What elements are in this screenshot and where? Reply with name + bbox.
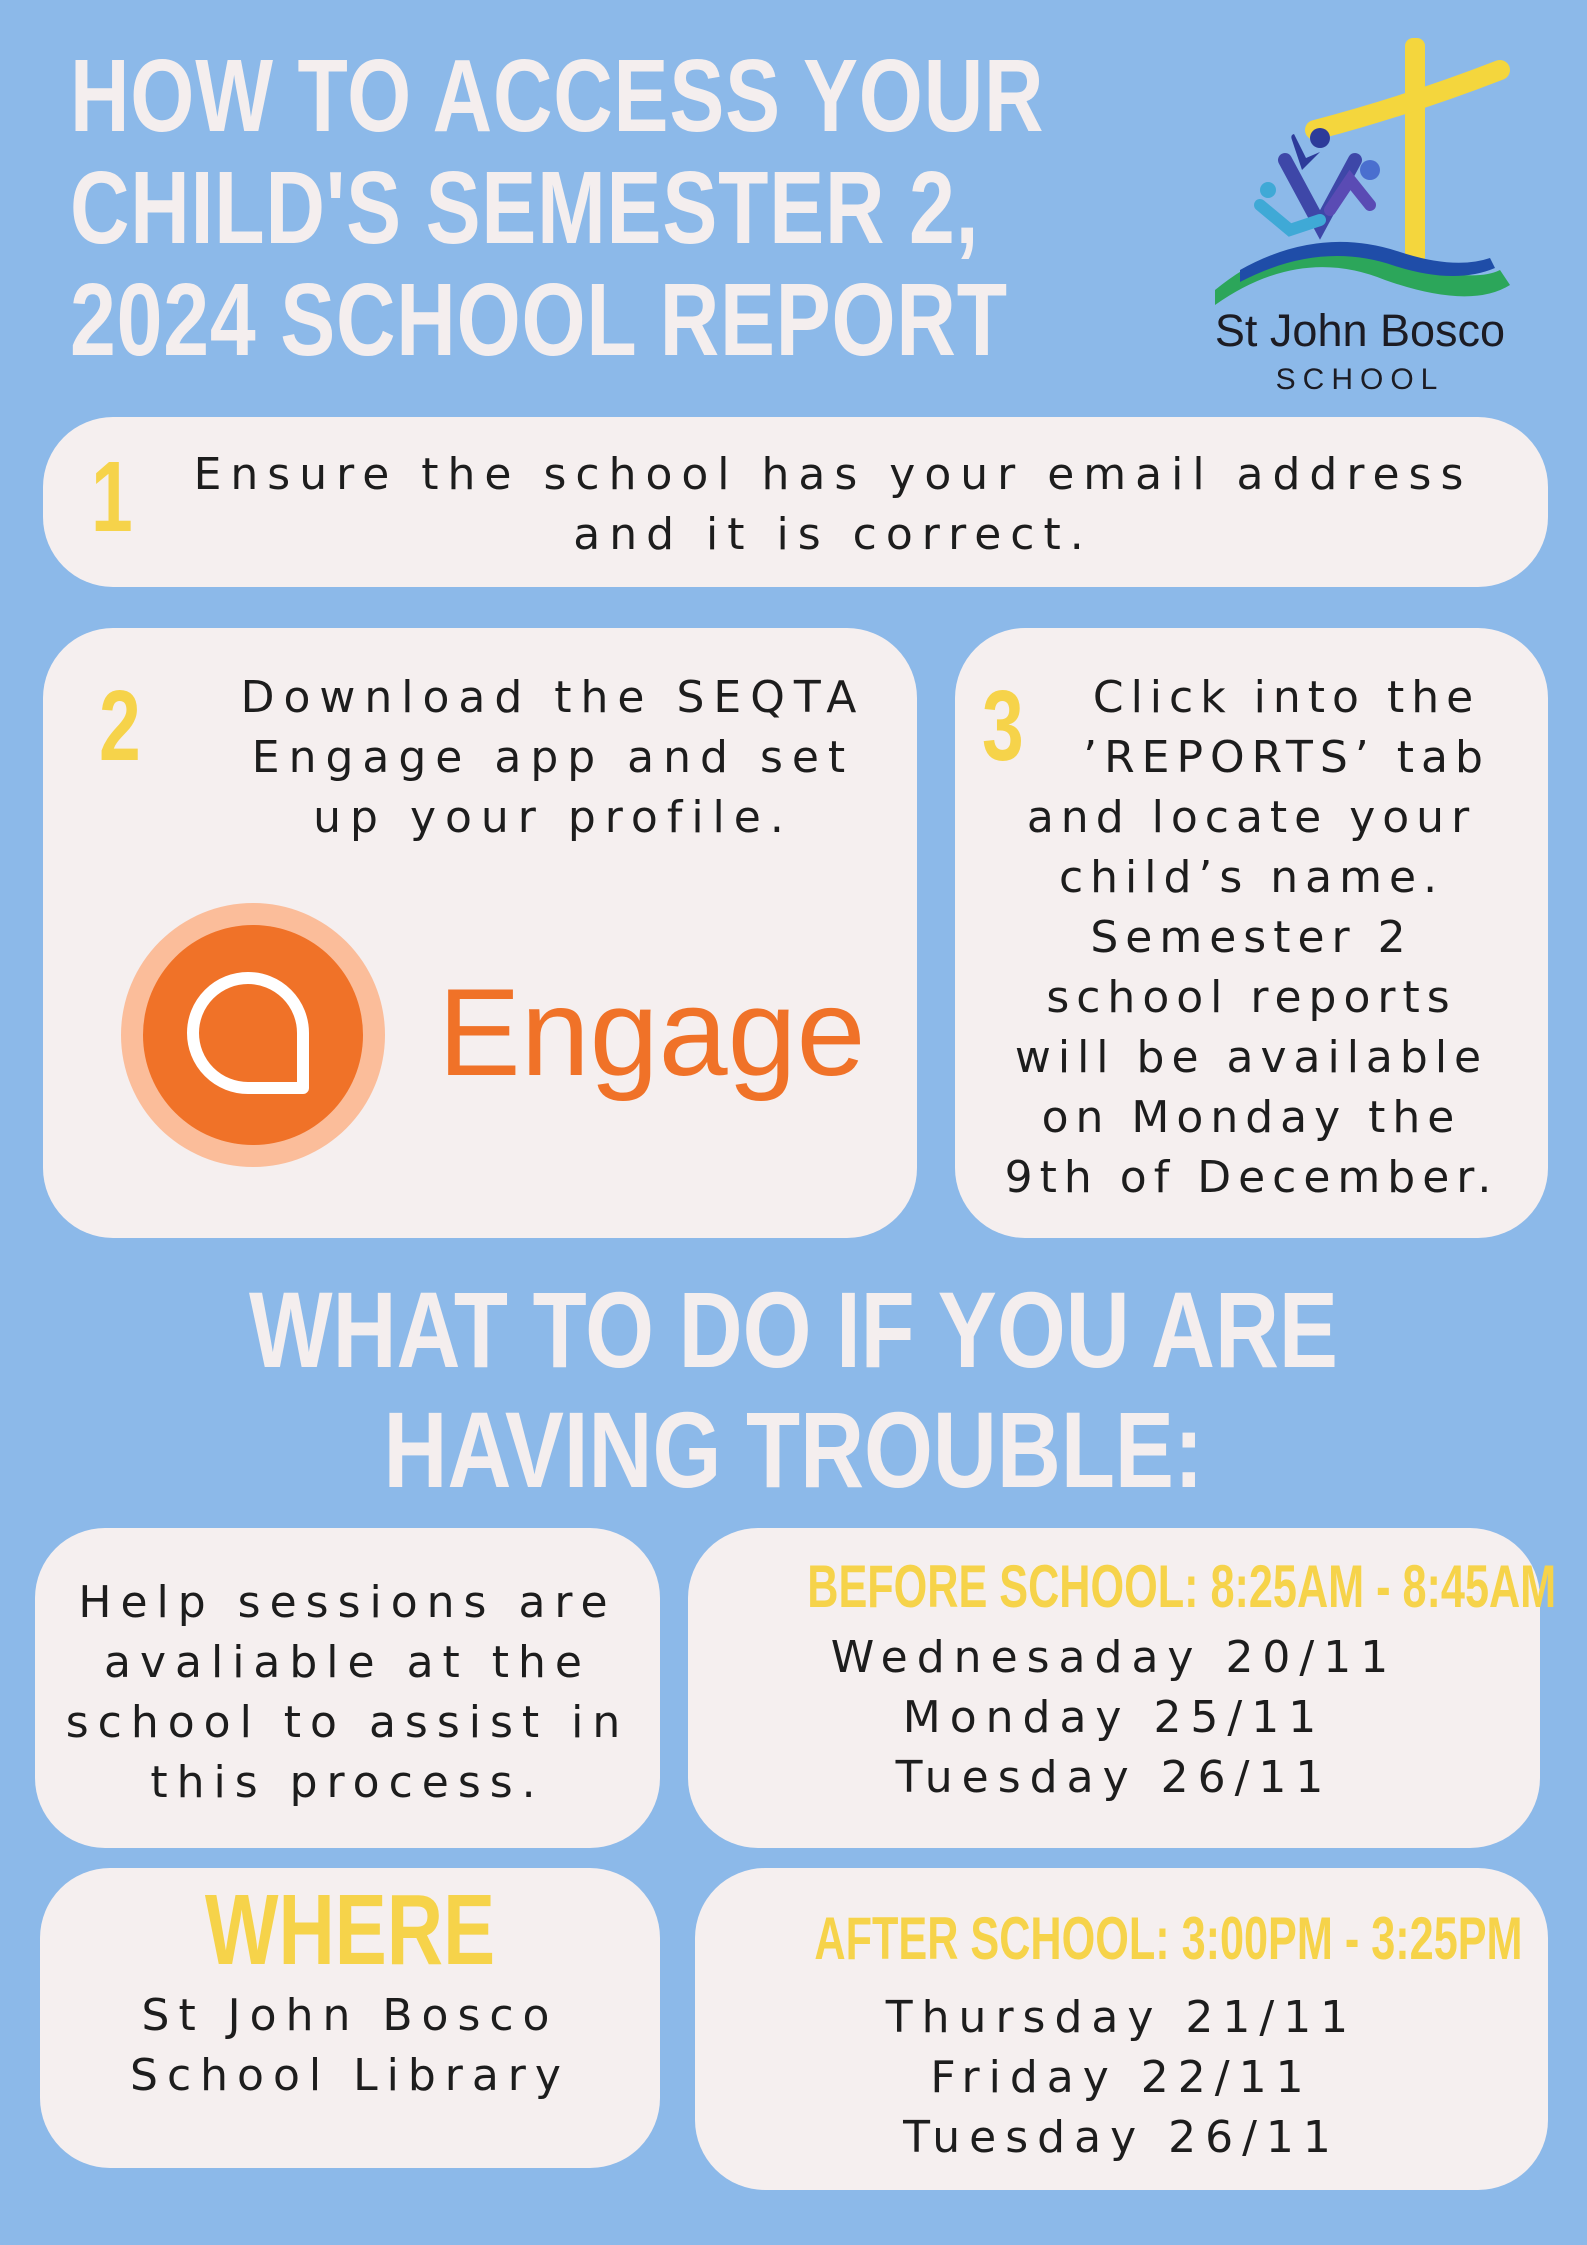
step-1-card: [43, 417, 1548, 587]
where-text: [40, 1986, 660, 2106]
school-name: St John Bosco: [1214, 305, 1506, 356]
step-1-line-2: and it is correct.: [573, 509, 1093, 560]
step-3-line-3: and locate your: [1026, 792, 1477, 843]
step-1-line-1: Ensure the school has your email address: [193, 449, 1473, 500]
step-2-text: [203, 668, 903, 848]
engage-logo-icon: [118, 900, 388, 1170]
help-line-4: this process.: [150, 1757, 545, 1808]
help-text: [45, 1573, 650, 1813]
before-day-1: Wednesaday 20/11: [830, 1632, 1398, 1683]
where-line-1: St John Bosco: [141, 1990, 559, 2041]
step-3-line-6: school reports: [1046, 972, 1457, 1023]
before-school-heading: BEFORE SCHOOL: 8:25AM - 8:45AM: [807, 1553, 1557, 1620]
step-3-line-4: child’s name.: [1058, 852, 1445, 903]
step-2-line-2: Engage app and set: [251, 732, 855, 783]
step-3-text: [965, 668, 1538, 1208]
page-title: [70, 38, 1045, 377]
before-school-days: [688, 1628, 1540, 1808]
after-day-2: Friday 22/11: [930, 2052, 1313, 2103]
before-day-2: Monday 25/11: [902, 1692, 1326, 1743]
help-line-2: avaliable at the: [104, 1637, 591, 1688]
step-1-number: 1: [91, 441, 133, 553]
after-school-heading: AFTER SCHOOL: 3:00PM - 3:25PM: [814, 1905, 1523, 1972]
after-day-3: Tuesday 26/11: [903, 2112, 1340, 2163]
cross-emblem-icon: [1180, 30, 1540, 310]
step-3-line-2: ’REPORTS’ tab: [1083, 732, 1490, 783]
trouble-line-2: HAVING TROUBLE:: [383, 1389, 1204, 1510]
before-school-card: [688, 1528, 1557, 1848]
step-3-line-7: will be available: [1014, 1032, 1489, 1083]
title-line-3: 2024 SCHOOL REPORT: [70, 262, 1008, 377]
after-day-1: Thursday 21/11: [885, 1992, 1358, 2043]
title-line-2: CHILD'S SEMESTER 2,: [70, 150, 980, 265]
help-line-1: Help sessions are: [78, 1577, 617, 1628]
step-2-number: 2: [99, 670, 141, 782]
step-2-line-3: up your profile.: [313, 792, 793, 843]
where-line-2: School Library: [130, 2050, 570, 2101]
before-day-3: Tuesday 26/11: [895, 1752, 1333, 1803]
engage-wordmark: Engage: [438, 964, 866, 1102]
help-card: [35, 1528, 660, 1848]
school-logo: [1180, 30, 1540, 400]
step-1-text: [183, 445, 1483, 565]
where-heading: WHERE: [204, 1874, 496, 1986]
where-card: [40, 1868, 660, 2168]
step-3-line-9: 9th of December.: [1004, 1152, 1499, 1203]
after-school-days: [695, 1988, 1548, 2168]
step-3-line-8: on Monday the: [1041, 1092, 1462, 1143]
school-subtitle: SCHOOL: [1275, 363, 1445, 396]
trouble-heading: [143, 1270, 1444, 1510]
step-3-card: [955, 628, 1548, 1238]
help-line-3: school to assist in: [65, 1697, 630, 1748]
step-3-line-1: Click into the: [1092, 672, 1481, 723]
after-school-card: [695, 1868, 1548, 2190]
step-2-line-1: Download the SEQTA: [240, 672, 866, 723]
trouble-line-1: WHAT TO DO IF YOU ARE: [249, 1269, 1338, 1390]
title-line-1: HOW TO ACCESS YOUR: [70, 38, 1045, 153]
step-3-number: 3: [982, 670, 1024, 782]
step-3-line-5: Semester 2: [1090, 912, 1413, 963]
step-2-card: [43, 628, 917, 1238]
